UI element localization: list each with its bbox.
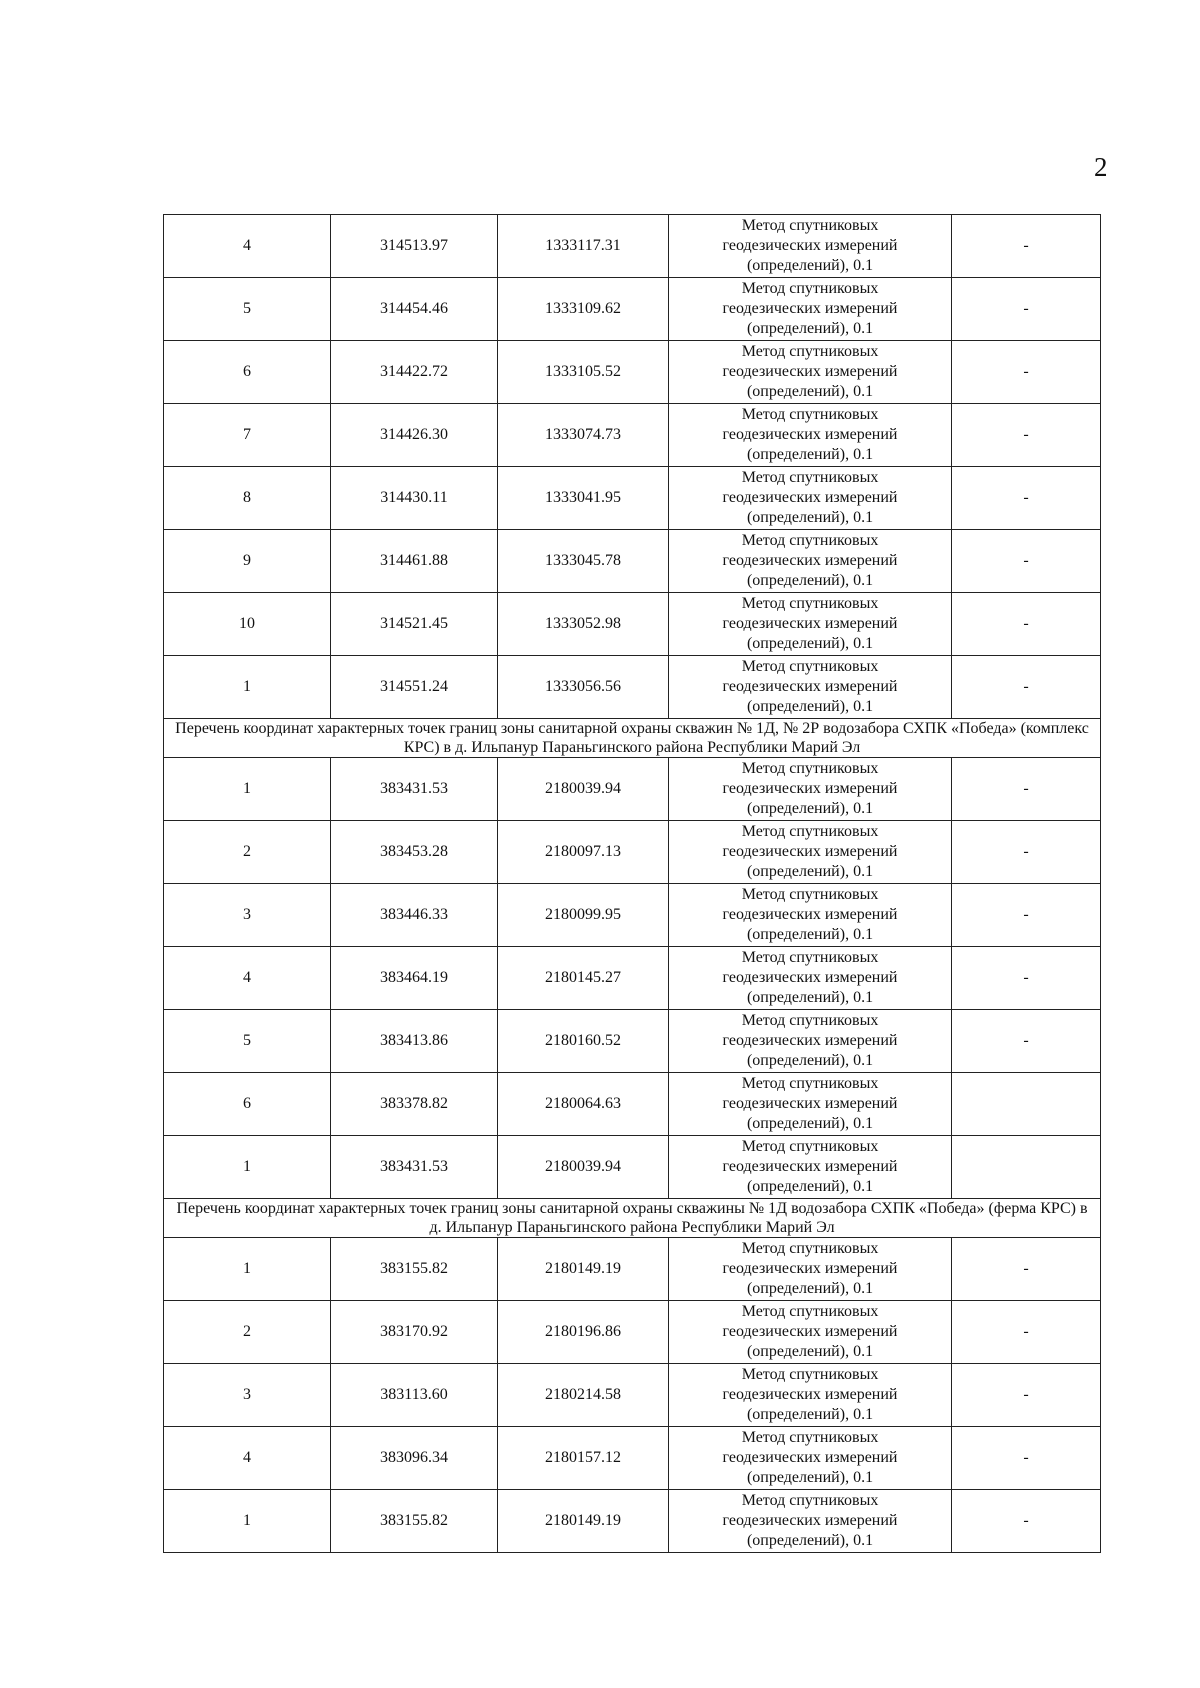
table-row xyxy=(164,404,1101,467)
method-text-line: Метод спутниковых xyxy=(741,823,879,840)
method-text-line: (определений), 0.1 xyxy=(746,383,874,400)
x-coordinate-cell: 383431.53 xyxy=(331,1136,498,1199)
x-coordinate-cell: 383170.92 xyxy=(331,1301,498,1364)
accuracy-note-cell: - xyxy=(952,530,1101,593)
method-text-line: (определений), 0.1 xyxy=(746,1178,874,1195)
x-coordinate-cell: 314521.45 xyxy=(331,593,498,656)
method-text-line: геодезических измерений xyxy=(722,363,898,380)
method-cell xyxy=(669,1010,952,1073)
table-row xyxy=(164,884,1101,947)
section-heading: Перечень координат характерных точек границ зоны санитарной охраны скважины № 1Д водозабора СХПК «Победа» (ферма КРС) в д. Ильпанур Параньгинского района Республики Марий Эл xyxy=(164,1199,1101,1238)
method-text-line: (определений), 0.1 xyxy=(746,863,874,880)
point-number-cell: 5 xyxy=(164,278,331,341)
accuracy-note-cell: - xyxy=(952,1010,1101,1073)
method-text-line: геодезических измерений xyxy=(722,969,898,986)
method-text-line: Метод спутниковых xyxy=(741,595,879,612)
table-row xyxy=(164,1238,1101,1301)
point-number-cell: 9 xyxy=(164,530,331,593)
x-coordinate-cell: 383113.60 xyxy=(331,1364,498,1427)
x-coordinate-cell: 383453.28 xyxy=(331,821,498,884)
accuracy-note-cell: - xyxy=(952,404,1101,467)
y-coordinate-cell: 2180099.95 xyxy=(498,884,669,947)
method-text-line: Метод спутниковых xyxy=(741,532,879,549)
y-coordinate-cell: 1333074.73 xyxy=(498,404,669,467)
method-text-line: геодезических измерений xyxy=(722,489,898,506)
x-coordinate-cell: 314461.88 xyxy=(331,530,498,593)
method-text-line: Метод спутниковых xyxy=(741,1366,879,1383)
method-text-line: Метод спутниковых xyxy=(741,886,879,903)
table-row xyxy=(164,656,1101,719)
point-number-cell: 6 xyxy=(164,1073,331,1136)
method-text-line: Метод спутниковых xyxy=(741,280,879,297)
method-text-line: (определений), 0.1 xyxy=(746,1280,874,1297)
point-number-cell: 1 xyxy=(164,1490,331,1553)
method-text-line: (определений), 0.1 xyxy=(746,1406,874,1423)
method-text-line: (определений), 0.1 xyxy=(746,989,874,1006)
method-text-line: Метод спутниковых xyxy=(741,949,879,966)
table-row xyxy=(164,1427,1101,1490)
accuracy-note-cell: - xyxy=(952,821,1101,884)
method-text-line: (определений), 0.1 xyxy=(746,1115,874,1132)
point-number-cell: 1 xyxy=(164,1136,331,1199)
x-coordinate-cell: 383155.82 xyxy=(331,1238,498,1301)
accuracy-note-cell: - xyxy=(952,1427,1101,1490)
method-text-line: (определений), 0.1 xyxy=(746,1343,874,1360)
accuracy-note-cell: - xyxy=(952,341,1101,404)
method-cell xyxy=(669,947,952,1010)
method-cell xyxy=(669,467,952,530)
method-text-line: Метод спутниковых xyxy=(741,1138,879,1155)
table-row xyxy=(164,215,1101,278)
method-cell xyxy=(669,1490,952,1553)
table-row xyxy=(164,593,1101,656)
method-text-line: геодезических измерений xyxy=(722,615,898,632)
x-coordinate-cell: 383464.19 xyxy=(331,947,498,1010)
method-cell xyxy=(669,1427,952,1490)
method-cell xyxy=(669,1238,952,1301)
x-coordinate-cell: 314551.24 xyxy=(331,656,498,719)
method-text-line: геодезических измерений xyxy=(722,1449,898,1466)
y-coordinate-cell: 2180157.12 xyxy=(498,1427,669,1490)
method-text-line: геодезических измерений xyxy=(722,1095,898,1112)
method-text-line: геодезических измерений xyxy=(722,426,898,443)
method-text-line: Метод спутниковых xyxy=(741,1303,879,1320)
method-text-line: геодезических измерений xyxy=(722,780,898,797)
method-text-line: (определений), 0.1 xyxy=(746,320,874,337)
point-number-cell: 1 xyxy=(164,1238,331,1301)
method-text-line: Метод спутниковых xyxy=(741,469,879,486)
method-cell xyxy=(669,884,952,947)
x-coordinate-cell: 383413.86 xyxy=(331,1010,498,1073)
x-coordinate-cell: 314430.11 xyxy=(331,467,498,530)
y-coordinate-cell: 1333105.52 xyxy=(498,341,669,404)
method-text-line: геодезических измерений xyxy=(722,300,898,317)
method-text-line: (определений), 0.1 xyxy=(746,257,874,274)
method-text-line: (определений), 0.1 xyxy=(746,800,874,817)
method-cell xyxy=(669,821,952,884)
x-coordinate-cell: 314513.97 xyxy=(331,215,498,278)
method-cell xyxy=(669,215,952,278)
method-text-line: геодезических измерений xyxy=(722,678,898,695)
method-text-line: Метод спутниковых xyxy=(741,217,879,234)
method-text-line: Метод спутниковых xyxy=(741,1075,879,1092)
method-text-line: Метод спутниковых xyxy=(741,760,879,777)
accuracy-note-cell: - xyxy=(952,215,1101,278)
y-coordinate-cell: 2180214.58 xyxy=(498,1364,669,1427)
method-text-line: геодезических измерений xyxy=(722,1323,898,1340)
method-cell xyxy=(669,404,952,467)
accuracy-note-cell xyxy=(952,1073,1101,1136)
x-coordinate-cell: 383096.34 xyxy=(331,1427,498,1490)
method-text-line: (определений), 0.1 xyxy=(746,1052,874,1069)
y-coordinate-cell: 1333056.56 xyxy=(498,656,669,719)
page-number: 2 xyxy=(1094,152,1108,182)
y-coordinate-cell: 2180097.13 xyxy=(498,821,669,884)
point-number-cell: 5 xyxy=(164,1010,331,1073)
y-coordinate-cell: 2180039.94 xyxy=(498,1136,669,1199)
accuracy-note-cell: - xyxy=(952,1238,1101,1301)
table-row xyxy=(164,1301,1101,1364)
method-text-line: геодезических измерений xyxy=(722,1158,898,1175)
table-row xyxy=(164,947,1101,1010)
x-coordinate-cell: 383446.33 xyxy=(331,884,498,947)
method-text-line: (определений), 0.1 xyxy=(746,1532,874,1549)
point-number-cell: 2 xyxy=(164,821,331,884)
y-coordinate-cell: 1333052.98 xyxy=(498,593,669,656)
accuracy-note-cell: - xyxy=(952,758,1101,821)
x-coordinate-cell: 383155.82 xyxy=(331,1490,498,1553)
y-coordinate-cell: 2180064.63 xyxy=(498,1073,669,1136)
method-text-line: геодезических измерений xyxy=(722,1512,898,1529)
method-text-line: (определений), 0.1 xyxy=(746,1469,874,1486)
y-coordinate-cell: 2180149.19 xyxy=(498,1238,669,1301)
accuracy-note-cell: - xyxy=(952,278,1101,341)
table-row xyxy=(164,1010,1101,1073)
table-row xyxy=(164,1136,1101,1199)
method-cell xyxy=(669,1364,952,1427)
method-text-line: геодезических измерений xyxy=(722,1032,898,1049)
method-text-line: (определений), 0.1 xyxy=(746,509,874,526)
y-coordinate-cell: 2180160.52 xyxy=(498,1010,669,1073)
y-coordinate-cell: 2180196.86 xyxy=(498,1301,669,1364)
method-text-line: геодезических измерений xyxy=(722,552,898,569)
x-coordinate-cell: 383378.82 xyxy=(331,1073,498,1136)
table-row xyxy=(164,341,1101,404)
x-coordinate-cell: 383431.53 xyxy=(331,758,498,821)
method-cell xyxy=(669,593,952,656)
accuracy-note-cell: - xyxy=(952,884,1101,947)
method-text-line: Метод спутниковых xyxy=(741,658,879,675)
method-cell xyxy=(669,758,952,821)
accuracy-note-cell: - xyxy=(952,1490,1101,1553)
point-number-cell: 4 xyxy=(164,1427,331,1490)
method-text-line: (определений), 0.1 xyxy=(746,926,874,943)
point-number-cell: 4 xyxy=(164,215,331,278)
point-number-cell: 8 xyxy=(164,467,331,530)
table-row xyxy=(164,1490,1101,1553)
y-coordinate-cell: 1333117.31 xyxy=(498,215,669,278)
point-number-cell: 3 xyxy=(164,884,331,947)
table-row xyxy=(164,1073,1101,1136)
method-cell xyxy=(669,656,952,719)
method-cell xyxy=(669,1136,952,1199)
method-text-line: (определений), 0.1 xyxy=(746,635,874,652)
point-number-cell: 1 xyxy=(164,656,331,719)
table-row xyxy=(164,1364,1101,1427)
method-text-line: геодезических измерений xyxy=(722,906,898,923)
accuracy-note-cell: - xyxy=(952,467,1101,530)
section-heading-row xyxy=(164,1199,1101,1238)
method-cell xyxy=(669,1301,952,1364)
section-heading-row xyxy=(164,719,1101,758)
y-coordinate-cell: 2180145.27 xyxy=(498,947,669,1010)
table-row xyxy=(164,530,1101,593)
method-text-line: Метод спутниковых xyxy=(741,343,879,360)
x-coordinate-cell: 314422.72 xyxy=(331,341,498,404)
y-coordinate-cell: 2180039.94 xyxy=(498,758,669,821)
method-text-line: (определений), 0.1 xyxy=(746,698,874,715)
table-row xyxy=(164,467,1101,530)
table-row xyxy=(164,821,1101,884)
method-cell xyxy=(669,530,952,593)
method-text-line: Метод спутниковых xyxy=(741,406,879,423)
accuracy-note-cell xyxy=(952,1136,1101,1199)
accuracy-note-cell: - xyxy=(952,593,1101,656)
method-text-line: (определений), 0.1 xyxy=(746,572,874,589)
method-text-line: геодезических измерений xyxy=(722,237,898,254)
accuracy-note-cell: - xyxy=(952,947,1101,1010)
method-text-line: (определений), 0.1 xyxy=(746,446,874,463)
point-number-cell: 2 xyxy=(164,1301,331,1364)
table-row xyxy=(164,278,1101,341)
y-coordinate-cell: 1333041.95 xyxy=(498,467,669,530)
x-coordinate-cell: 314426.30 xyxy=(331,404,498,467)
y-coordinate-cell: 2180149.19 xyxy=(498,1490,669,1553)
point-number-cell: 4 xyxy=(164,947,331,1010)
method-text-line: геодезических измерений xyxy=(722,1386,898,1403)
accuracy-note-cell: - xyxy=(952,1301,1101,1364)
method-text-line: Метод спутниковых xyxy=(741,1240,879,1257)
point-number-cell: 1 xyxy=(164,758,331,821)
point-number-cell: 3 xyxy=(164,1364,331,1427)
method-text-line: Метод спутниковых xyxy=(741,1492,879,1509)
method-text-line: геодезических измерений xyxy=(722,1260,898,1277)
method-text-line: Метод спутниковых xyxy=(741,1012,879,1029)
x-coordinate-cell: 314454.46 xyxy=(331,278,498,341)
y-coordinate-cell: 1333109.62 xyxy=(498,278,669,341)
method-cell xyxy=(669,341,952,404)
table-row xyxy=(164,758,1101,821)
point-number-cell: 6 xyxy=(164,341,331,404)
method-text-line: геодезических измерений xyxy=(722,843,898,860)
point-number-cell: 7 xyxy=(164,404,331,467)
point-number-cell: 10 xyxy=(164,593,331,656)
method-cell xyxy=(669,278,952,341)
section-heading: Перечень координат характерных точек границ зоны санитарной охраны скважин № 1Д, № 2Р водозабора СХПК «Победа» (комплекс КРС) в д. Ильпанур Параньгинского района Республики Марий Эл xyxy=(164,719,1101,758)
accuracy-note-cell: - xyxy=(952,656,1101,719)
coordinates-table xyxy=(163,214,1101,1553)
accuracy-note-cell: - xyxy=(952,1364,1101,1427)
method-text-line: Метод спутниковых xyxy=(741,1429,879,1446)
y-coordinate-cell: 1333045.78 xyxy=(498,530,669,593)
method-cell xyxy=(669,1073,952,1136)
